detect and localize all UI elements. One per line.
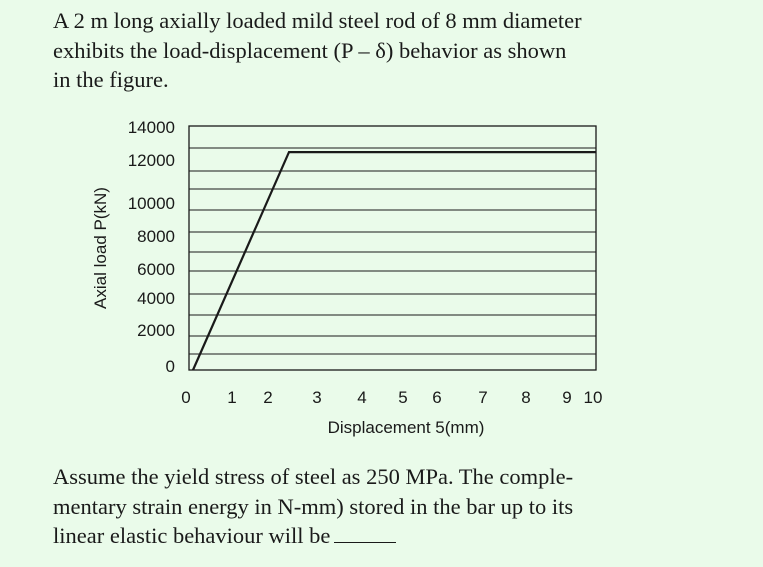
question-follow-line-1: Assume the yield stress of steel as 250 MPa. The comple- xyxy=(53,464,574,489)
question-follow-line-2: mentary strain energy in N-mm) stored in the bar up to its xyxy=(53,493,574,519)
x-tick-label: 9 xyxy=(562,388,572,407)
y-tick-label: 12000 xyxy=(127,151,175,170)
x-tick-label: 2 xyxy=(263,388,273,407)
answer-blank xyxy=(334,524,396,543)
y-tick-label: 8000 xyxy=(137,227,175,246)
question-intro-line-1: A 2 m long axially loaded mild steel rod of 8 mm diameter xyxy=(53,8,582,33)
x-tick-label: 5 xyxy=(398,388,408,407)
y-tick-label: 0 xyxy=(165,357,175,376)
question-follow-line-3-text: linear elastic behaviour will be xyxy=(53,523,331,548)
x-tick-label: 7 xyxy=(478,388,488,407)
x-tick-label: 6 xyxy=(432,388,442,407)
y-tick-label: 2000 xyxy=(137,321,175,340)
y-tick-label: 6000 xyxy=(137,260,175,279)
load-displacement-curve xyxy=(193,152,596,370)
x-tick-label: 1 xyxy=(227,388,237,407)
y-tick-label: 10000 xyxy=(127,194,175,213)
y-tick-labels xyxy=(128,118,175,376)
question-intro-line-2: exhibits the load-displacement (P – δ) behavior as shown xyxy=(53,37,567,63)
x-axis-label: Displacement 5(mm) xyxy=(327,418,485,437)
x-tick-label: 3 xyxy=(312,388,322,407)
x-tick-label: 10 xyxy=(583,388,603,407)
question-follow-line-3 xyxy=(53,521,653,551)
question-intro-line-3: in the figure. xyxy=(53,67,169,92)
y-axis-label: Axial load P(kN) xyxy=(91,187,110,309)
x-tick-label: 4 xyxy=(357,388,367,407)
question-follow xyxy=(53,462,653,551)
x-tick-label: 0 xyxy=(181,388,191,407)
chart-gridlines xyxy=(189,148,596,354)
y-tick-label: 14000 xyxy=(127,118,175,137)
y-tick-label: 4000 xyxy=(137,289,175,308)
plot-frame xyxy=(189,126,596,370)
x-tick-labels xyxy=(181,388,602,407)
x-tick-label: 8 xyxy=(521,388,531,407)
